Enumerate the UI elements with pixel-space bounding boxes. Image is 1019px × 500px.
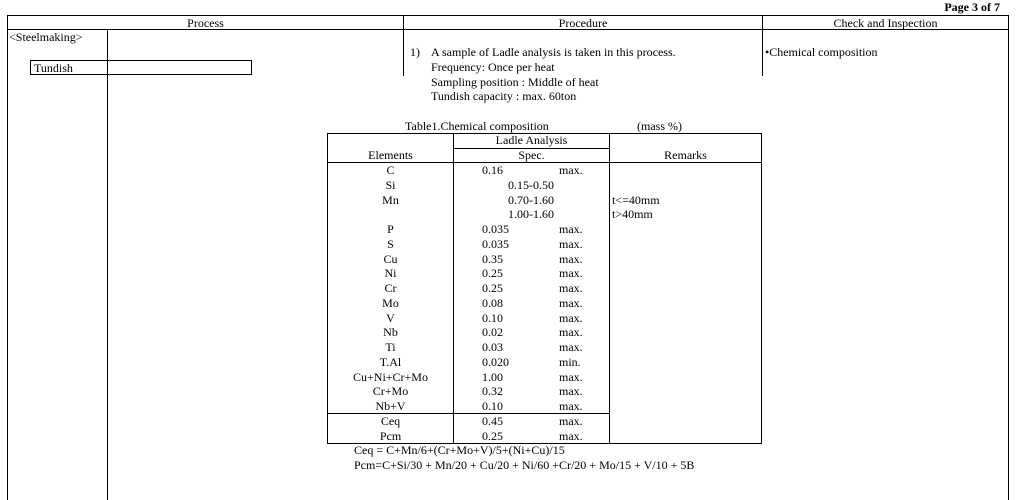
table-cell-limit: max.: [559, 295, 583, 310]
procedure-line-2: Frequency: Once per heat: [431, 60, 555, 74]
process-step-tundish: Tundish: [30, 60, 252, 75]
header-procedure: Procedure: [558, 16, 608, 30]
procedure-line-4: Tundish capacity : max. 60ton: [431, 89, 577, 103]
table-cell-limit: max.: [559, 384, 583, 399]
table-header-elements: Elements: [368, 148, 413, 162]
table-cell-limit: max.: [559, 310, 583, 325]
table-header-spec: Spec.: [518, 148, 545, 162]
table-cell-range: 0.15-0.50: [508, 177, 554, 192]
table-cell-value: 0.35: [482, 251, 503, 266]
table-cell-limit: min.: [559, 354, 581, 369]
table-cell-limit: max.: [559, 163, 583, 177]
frame-right-border: [1008, 15, 1009, 500]
table-spec-divider: [609, 133, 610, 443]
table-cell-value: 1.00: [482, 369, 503, 384]
table-cell-value: 0.035: [482, 222, 509, 236]
header-check-inspection: Check and Inspection: [833, 16, 938, 30]
table-cell-range: 0.70-1.60: [508, 192, 554, 207]
check-column-divider: [762, 29, 763, 76]
table-cell-element: Cr+Mo: [372, 384, 409, 399]
table-cell-limit: max.: [559, 222, 583, 236]
table-cell-element: Nb+V: [375, 399, 406, 413]
header-process: Process: [187, 16, 224, 30]
table-cell-limit: max.: [559, 236, 583, 251]
table-cell-element: Nb: [383, 325, 398, 340]
procedure-line-1: A sample of Ladle analysis is taken in this process.: [431, 45, 676, 59]
process-column-divider: [107, 29, 108, 500]
check-item-chemical-composition: •Chemical composition: [765, 45, 878, 59]
table-cell-value: 0.32: [482, 384, 503, 399]
table-cell-value: 0.03: [482, 340, 503, 354]
table-cell-value: 0.10: [482, 399, 503, 413]
table-header-ladle-analysis: Ladle Analysis: [495, 133, 568, 147]
table-cell-element: Mn: [382, 192, 399, 207]
table-cell-limit: max.: [559, 266, 583, 281]
table-cell-value: 0.25: [482, 266, 503, 281]
table-cell-element: P: [387, 222, 394, 236]
table-right-border: [761, 133, 762, 443]
table-cell-limit: max.: [559, 325, 583, 340]
table-cell-limit: max.: [559, 399, 583, 413]
table-cell-remark: t>40mm: [612, 207, 653, 222]
table-cell-element: Cu: [383, 251, 398, 266]
table-cell-element: Si: [385, 177, 396, 192]
table-cell-element: Pcm: [379, 428, 402, 443]
table-caption: Table1.Chemical composition: [405, 119, 549, 133]
table-cell-element: Cu+Ni+Cr+Mo: [353, 369, 428, 384]
formula-pcm: Pcm=C+Si/30 + Mn/20 + Cu/20 + Ni/60 +Cr/20 + Mo/15 + V/10 + 5B: [354, 458, 695, 472]
table-header-remarks: Remarks: [664, 148, 707, 162]
table-cell-remark: t<=40mm: [612, 192, 660, 207]
table-cell-element: Ti: [385, 340, 396, 354]
table-cell-element: Ni: [384, 266, 397, 281]
table-cell-value: 0.16: [482, 163, 503, 177]
table-cell-value: 0.45: [482, 413, 503, 428]
table-unit: (mass %): [637, 119, 682, 133]
table-cell-value: 0.25: [482, 428, 503, 443]
table-cell-element: Ceq: [380, 413, 401, 428]
table-cell-value: 0.020: [482, 354, 509, 369]
table-cell-element: T.Al: [379, 354, 402, 369]
procedure-item-number: 1): [410, 45, 420, 59]
table-cell-element: C: [386, 163, 395, 177]
table-cell-element: V: [386, 310, 395, 325]
table-cell-limit: max.: [559, 369, 583, 384]
table-cell-value: 0.10: [482, 310, 503, 325]
table-cell-value: 0.035: [482, 236, 509, 251]
table-cell-limit: max.: [559, 340, 583, 354]
table-cell-element: S: [387, 236, 394, 251]
page-number: Page 3 of 7: [944, 0, 1000, 14]
table-cell-limit: max.: [559, 428, 583, 443]
table-cell-limit: max.: [559, 413, 583, 428]
procedure-line-3: Sampling position : Middle of heat: [431, 75, 599, 89]
procedure-column-divider: [403, 29, 404, 76]
table-elements-divider: [453, 133, 454, 443]
table-cell-limit: max.: [559, 251, 583, 266]
table-cell-element: Cr: [384, 281, 397, 295]
formula-ceq: Ceq = C+Mn/6+(Cr+Mo+V)/5+(Ni+Cu)/15: [354, 443, 565, 457]
table-cell-value: 0.02: [482, 325, 503, 340]
table-cell-element: Mo: [382, 295, 399, 310]
table-cell-limit: max.: [559, 281, 583, 295]
frame-left-border: [7, 15, 8, 500]
table-cell-value: 0.25: [482, 281, 503, 295]
process-section-label: <Steelmaking>: [9, 30, 83, 44]
table-cell-range: 1.00-1.60: [508, 207, 554, 222]
table-cell-value: 0.08: [482, 295, 503, 310]
